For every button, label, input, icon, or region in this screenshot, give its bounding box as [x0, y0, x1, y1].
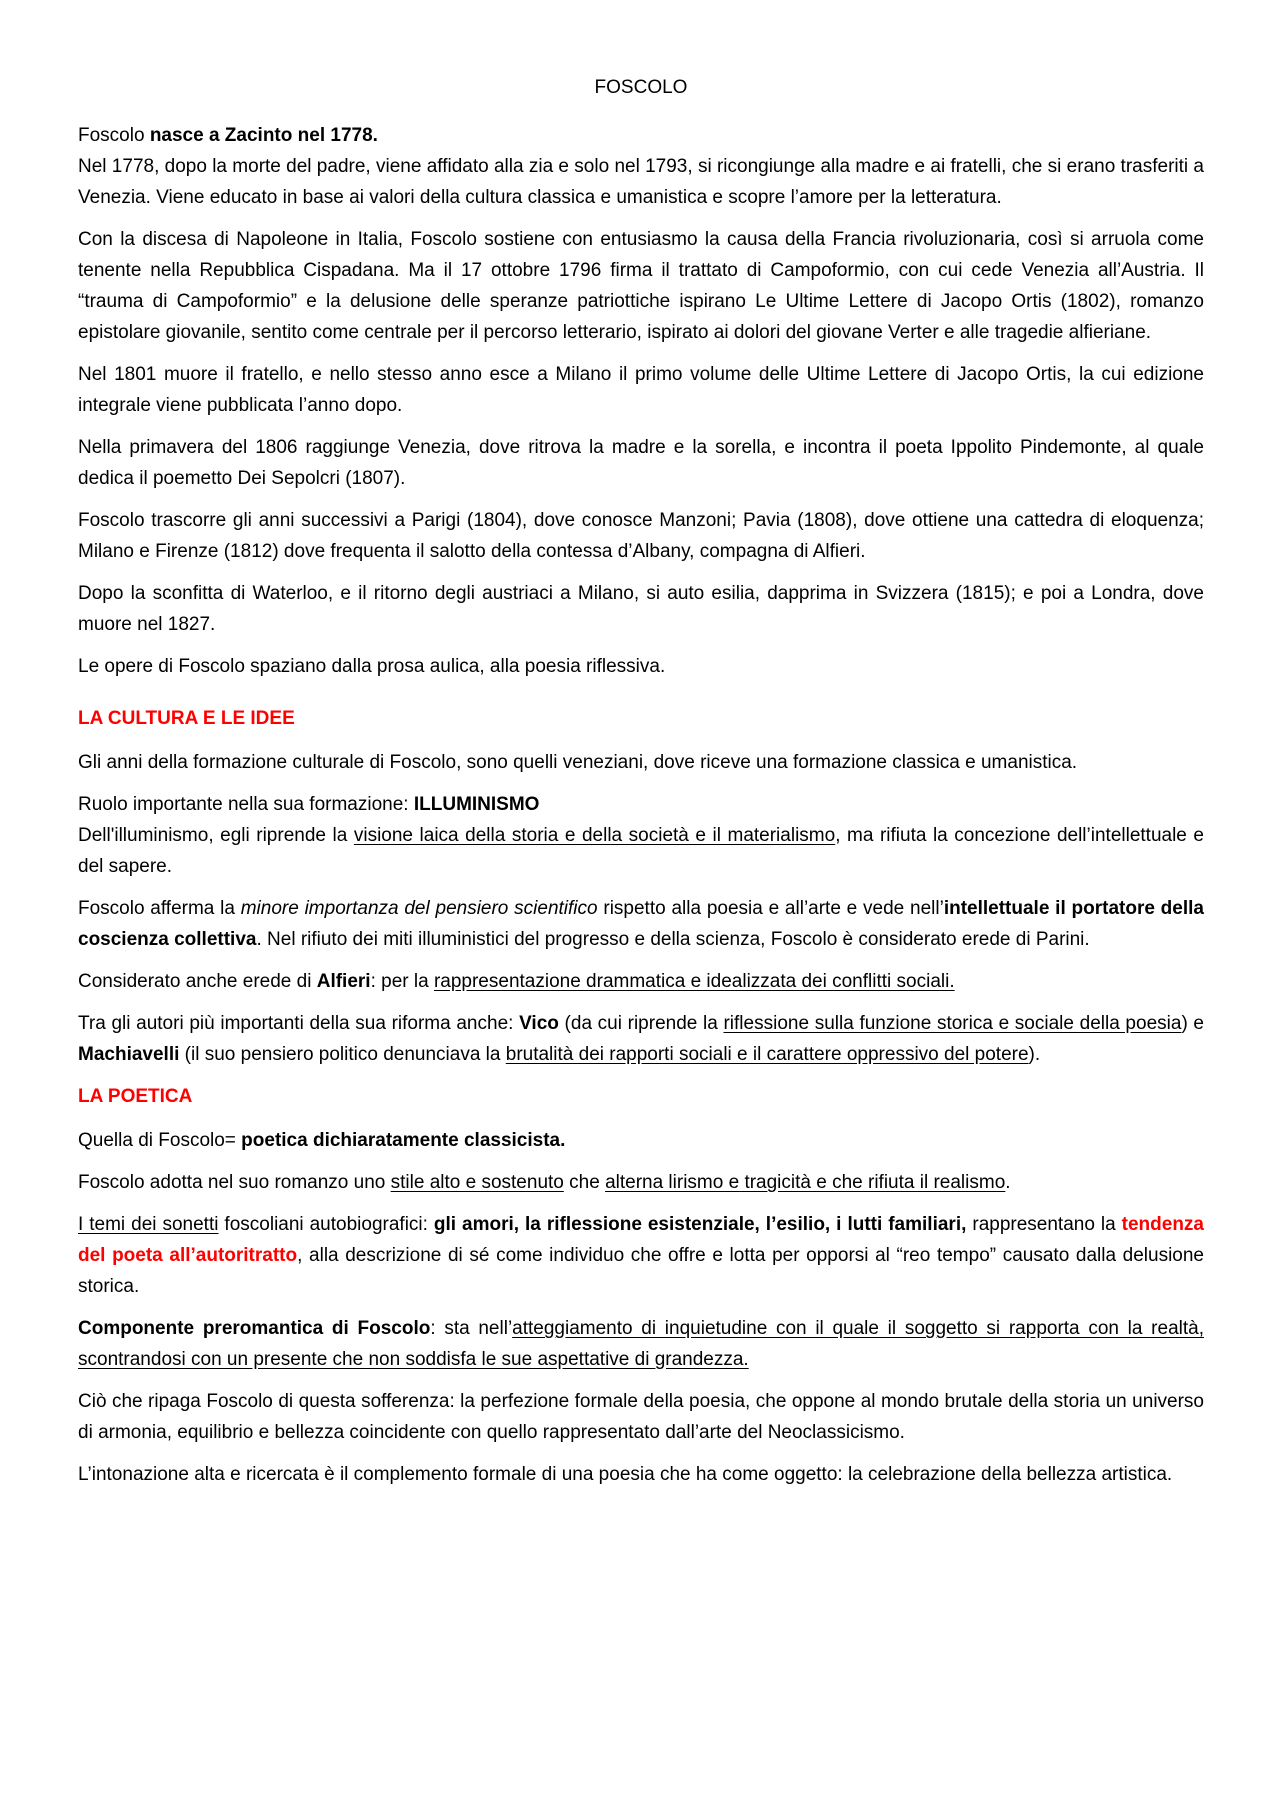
bio-paragraph-4: Nella primavera del 1806 raggiunge Venezia, dove ritrova la madre e la sorella, e incontra il poeta Ippolito Pindemonte, al quale dedica il poemetto Dei Sepolcri (1807).	[78, 437, 1204, 489]
bio-paragraph-3: Nel 1801 muore il fratello, e nello stesso anno esce a Milano il primo volume delle Ultime Lettere di Jacopo Ortis, la cui edizione integrale viene pubblicata l’anno dopo.	[78, 364, 1204, 416]
document-page	[78, 72, 1204, 1501]
cultura-paragraph-2: Ruolo importante nella sua formazione: ILLUMINISMO Dell'illuminismo, egli riprende la visione laica della storia e della società e il materialismo, ma rifiuta la concezione dell’intellettuale e del sapere.	[78, 794, 1204, 877]
bio-paragraph-5: Foscolo trascorre gli anni successivi a Parigi (1804), dove conosce Manzoni; Pavia (1808), dove ottiene una cattedra di eloquenza; Milano e Firenze (1812) dove frequenta il salotto della contessa d’Albany, compagna di Alfieri.	[78, 510, 1204, 562]
cultura-paragraph-3: Foscolo afferma la minore importanza del pensiero scientifico rispetto alla poesia e all’arte e vede nell’intellettuale il portatore della coscienza collettiva. Nel rifiuto dei miti illuministici del progresso e della scienza, Foscolo è considerato erede di Parini.	[78, 898, 1204, 950]
bio-paragraph-6: Dopo la sconfitta di Waterloo, e il ritorno degli austriaci a Milano, si auto esilia, dapprima in Svizzera (1815); e poi a Londra, dove muore nel 1827.	[78, 583, 1204, 635]
page-title: FOSCOLO	[594, 77, 688, 98]
bio-paragraph-2: Con la discesa di Napoleone in Italia, Foscolo sostiene con entusiasmo la causa della Francia rivoluzionaria, così si arruola come tenente nella Repubblica Cispadana. Ma il 17 ottobre 1796 firma il trattato di Campoformio, con cui cede Venezia all’Austria. Il “trauma di Campoformio” e la delusione delle speranze patriottiche ispirano Le Ultime Lettere di Jacopo Ortis (1802), romanzo epistolare giovanile, sentito come centrale per il percorso letterario, ispirato ai dolori del giovane Verter e alle tragedie alfieriane.	[78, 229, 1204, 343]
poetica-paragraph-1: Quella di Foscolo= poetica dichiaratamente classicista.	[78, 1130, 566, 1151]
cultura-paragraph-1: Gli anni della formazione culturale di Foscolo, sono quelli veneziani, dove riceve una formazione classica e umanistica.	[78, 752, 1078, 773]
section-heading-poetica: LA POETICA	[78, 1086, 193, 1107]
cultura-paragraph-4: Considerato anche erede di Alfieri: per la rappresentazione drammatica e idealizzata dei conflitti sociali.	[78, 971, 955, 992]
poetica-paragraph-4: Componente preromantica di Foscolo: sta nell’atteggiamento di inquietudine con il quale il soggetto si rapporta con la realtà, scontrandosi con un presente che non soddisfa le sue aspettative di grandezza.	[78, 1318, 1204, 1370]
birth-highlight: nasce a Zacinto nel 1778.	[149, 125, 378, 146]
bio-paragraph-1: Foscolo nasce a Zacinto nel 1778. Nel 1778, dopo la morte del padre, viene affidato alla zia e solo nel 1793, si ricongiunge alla madre e ai fratelli, che si erano trasferiti a Venezia. Viene educato in base ai valori della cultura classica e umanistica e scopre l’amore per la letteratura.	[78, 125, 1204, 208]
poetica-paragraph-2: Foscolo adotta nel suo romanzo uno stile alto e sostenuto che alterna lirismo e tragicità e che rifiuta il realismo.	[78, 1172, 1011, 1193]
section-heading-cultura: LA CULTURA E LE IDEE	[78, 708, 295, 729]
cultura-paragraph-5: Tra gli autori più importanti della sua riforma anche: Vico (da cui riprende la riflessione sulla funzione storica e sociale della poesia) e Machiavelli (il suo pensiero politico denunciava la brutalità dei rapporti sociali e il carattere oppressivo del potere).	[78, 1013, 1205, 1065]
poetica-paragraph-3: I temi dei sonetti foscoliani autobiografici: gli amori, la riflessione esistenziale, l’esilio, i lutti familiari, rappresentano la tendenza del poeta all’autoritratto, alla descrizione di sé come individuo che offre e lotta per opporsi al “reo tempo” causato dalla delusione storica.	[78, 1214, 1205, 1297]
poetica-paragraph-5: Ciò che ripaga Foscolo di questa sofferenza: la perfezione formale della poesia, che oppone al mondo brutale della storia un universo di armonia, equilibrio e bellezza coincidente con quello rappresentato dall’arte del Neoclassicismo.	[78, 1391, 1204, 1443]
bio-paragraph-7: Le opere di Foscolo spaziano dalla prosa aulica, alla poesia riflessiva.	[78, 656, 666, 677]
poetica-paragraph-6: L’intonazione alta e ricercata è il complemento formale di una poesia che ha come oggetto: la celebrazione della bellezza artistica.	[78, 1464, 1173, 1485]
autoritratto-highlight: tendenza del poeta all’autoritratto	[78, 1214, 1205, 1266]
